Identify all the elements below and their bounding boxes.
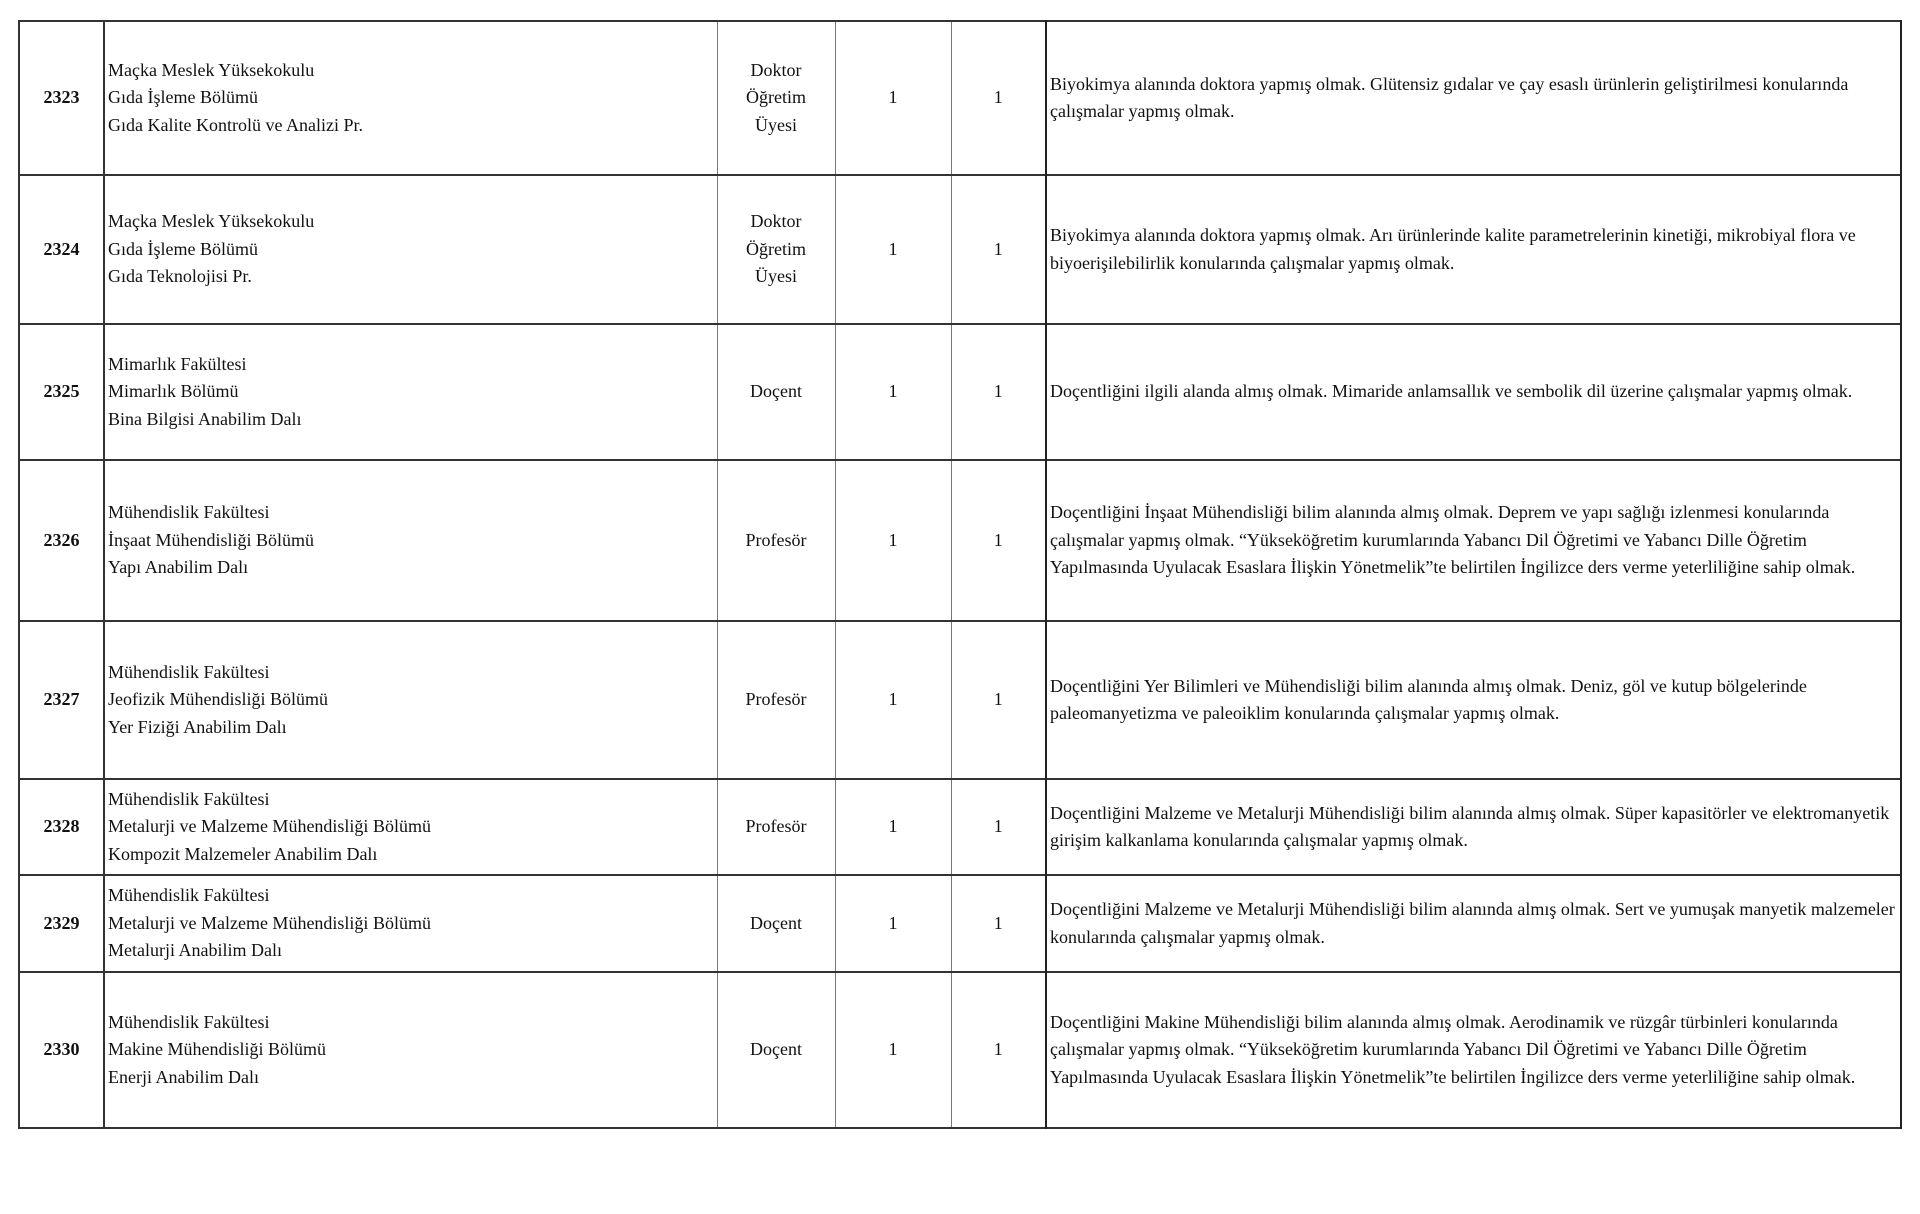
table-row bbox=[19, 460, 1901, 621]
unit-cell bbox=[104, 875, 717, 972]
table-row bbox=[19, 972, 1901, 1128]
count-cell bbox=[951, 175, 1046, 324]
description-text: Doçentliğini Yer Bilimleri ve Mühendisliği bilim alanında almış olmak. Deniz, göl ve kutup bölgelerinde paleomanyetizma ve paleoiklim konularında çalışmalar yapmış olmak. bbox=[1050, 675, 1807, 723]
count-cell bbox=[835, 324, 951, 460]
count-cell bbox=[835, 972, 951, 1128]
position-number-cell bbox=[19, 621, 104, 779]
unit-line: Yer Fiziği Anabilim Dalı bbox=[108, 716, 287, 737]
position-number: 2323 bbox=[43, 87, 80, 108]
unit-line: Yapı Anabilim Dalı bbox=[108, 557, 249, 578]
description-cell bbox=[1046, 621, 1901, 779]
title-line: Doktor bbox=[750, 211, 802, 232]
unit-line: Metalurji ve Malzeme Mühendisliği Bölümü bbox=[108, 816, 431, 837]
count-value: 1 bbox=[993, 816, 1003, 837]
description-cell bbox=[1046, 779, 1901, 875]
title-line: Profesör bbox=[745, 529, 807, 550]
unit-cell bbox=[104, 21, 717, 175]
count-cell bbox=[835, 621, 951, 779]
unit-line: Mühendislik Fakültesi bbox=[108, 788, 270, 809]
count-value: 1 bbox=[993, 529, 1003, 550]
description-text: Doçentliğini İnşaat Mühendisliği bilim alanında almış olmak. Deprem ve yapı sağlığı izlenmesi konularında çalışmalar yapmış olmak. “Yükseköğretim kurumlarında Yabancı Dil Öğretimi ve Yabancı Dille Öğretim Yapılmasında Uyulacak Esaslara İlişkin Yönetmelik”te belirtilen İngilizce ders verme yeterliliğine sahip olmak. bbox=[1050, 502, 1856, 578]
title-line: Doktor bbox=[750, 59, 802, 80]
count-cell bbox=[835, 21, 951, 175]
unit-cell bbox=[104, 972, 717, 1128]
position-number: 2326 bbox=[43, 529, 80, 550]
positions-table bbox=[18, 20, 1902, 1129]
unit-line: Mimarlık Bölümü bbox=[108, 381, 239, 402]
table-row bbox=[19, 779, 1901, 875]
unit-cell bbox=[104, 175, 717, 324]
count-value: 1 bbox=[888, 381, 898, 402]
table-row bbox=[19, 324, 1901, 460]
count-value: 1 bbox=[888, 1039, 898, 1060]
count-value: 1 bbox=[993, 238, 1003, 259]
description-text: Doçentliğini Malzeme ve Metalurji Mühendisliği bilim alanında almış olmak. Süper kapasitörler ve elektromanyetik girişim kalkanlama konularında çalışmalar yapmış olmak. bbox=[1050, 802, 1890, 850]
unit-line: Gıda Kalite Kontrolü ve Analizi Pr. bbox=[108, 114, 363, 135]
count-value: 1 bbox=[993, 381, 1003, 402]
count-cell bbox=[835, 779, 951, 875]
position-number-cell bbox=[19, 21, 104, 175]
position-number: 2328 bbox=[43, 816, 80, 837]
count-value: 1 bbox=[888, 529, 898, 550]
unit-line: Mühendislik Fakültesi bbox=[108, 502, 270, 523]
position-number-cell bbox=[19, 779, 104, 875]
title-cell bbox=[717, 324, 835, 460]
count-cell bbox=[835, 460, 951, 621]
count-cell bbox=[835, 875, 951, 972]
count-cell bbox=[951, 779, 1046, 875]
description-text: Doçentliğini ilgili alanda almış olmak. Mimaride anlamsallık ve sembolik dil üzerine çalışmalar yapmış olmak. bbox=[1050, 381, 1853, 402]
count-value: 1 bbox=[888, 689, 898, 710]
unit-line: Gıda İşleme Bölümü bbox=[108, 238, 258, 259]
title-line: Üyesi bbox=[755, 114, 797, 135]
unit-line: Maçka Meslek Yüksekokulu bbox=[108, 59, 315, 80]
title-cell bbox=[717, 175, 835, 324]
position-number-cell bbox=[19, 460, 104, 621]
count-cell bbox=[835, 175, 951, 324]
title-cell bbox=[717, 972, 835, 1128]
unit-line: Gıda Teknolojisi Pr. bbox=[108, 266, 252, 287]
title-line: Öğretim bbox=[746, 238, 806, 259]
title-line: Profesör bbox=[745, 689, 807, 710]
count-value: 1 bbox=[993, 912, 1003, 933]
position-number: 2324 bbox=[43, 238, 80, 259]
title-line: Doçent bbox=[750, 381, 802, 402]
unit-cell bbox=[104, 621, 717, 779]
description-text: Biyokimya alanında doktora yapmış olmak. Arı ürünlerinde kalite parametrelerinin kinetiği, mikrobiyal flora ve biyoerişilebilirlik konularında çalışmalar yapmış olmak. bbox=[1050, 225, 1856, 273]
description-cell bbox=[1046, 324, 1901, 460]
title-cell bbox=[717, 779, 835, 875]
table-row bbox=[19, 621, 1901, 779]
description-text: Doçentliğini Makine Mühendisliği bilim alanında almış olmak. Aerodinamik ve rüzgâr türbinleri konularında çalışmalar yapmış olmak. “Yükseköğretim kurumlarında Yabancı Dil Öğretimi ve Yabancı Dille Öğretim Yapılmasında Uyulacak Esaslara İlişkin Yönetmelik”te belirtilen İngilizce ders verme yeterliliğine sahip olmak. bbox=[1050, 1011, 1856, 1087]
table-row bbox=[19, 175, 1901, 324]
position-number-cell bbox=[19, 324, 104, 460]
unit-cell bbox=[104, 779, 717, 875]
position-number: 2330 bbox=[43, 1039, 80, 1060]
unit-line: Mühendislik Fakültesi bbox=[108, 1011, 270, 1032]
position-number: 2329 bbox=[43, 912, 80, 933]
title-line: Doçent bbox=[750, 912, 802, 933]
table-row bbox=[19, 21, 1901, 175]
unit-line: Gıda İşleme Bölümü bbox=[108, 87, 258, 108]
count-cell bbox=[951, 621, 1046, 779]
title-line: Profesör bbox=[745, 816, 807, 837]
description-cell bbox=[1046, 175, 1901, 324]
count-value: 1 bbox=[888, 87, 898, 108]
unit-line: İnşaat Mühendisliği Bölümü bbox=[108, 529, 314, 550]
unit-line: Jeofizik Mühendisliği Bölümü bbox=[108, 689, 328, 710]
unit-line: Metalurji ve Malzeme Mühendisliği Bölümü bbox=[108, 912, 431, 933]
unit-line: Metalurji Anabilim Dalı bbox=[108, 940, 282, 961]
count-value: 1 bbox=[888, 816, 898, 837]
count-cell bbox=[951, 875, 1046, 972]
position-number-cell bbox=[19, 972, 104, 1128]
unit-line: Maçka Meslek Yüksekokulu bbox=[108, 211, 315, 232]
unit-line: Enerji Anabilim Dalı bbox=[108, 1066, 259, 1087]
title-cell bbox=[717, 875, 835, 972]
unit-line: Bina Bilgisi Anabilim Dalı bbox=[108, 408, 302, 429]
description-cell bbox=[1046, 21, 1901, 175]
position-number-cell bbox=[19, 175, 104, 324]
description-cell bbox=[1046, 460, 1901, 621]
unit-line: Kompozit Malzemeler Anabilim Dalı bbox=[108, 843, 378, 864]
count-value: 1 bbox=[888, 912, 898, 933]
count-value: 1 bbox=[993, 1039, 1003, 1060]
title-line: Doçent bbox=[750, 1039, 802, 1060]
count-cell bbox=[951, 324, 1046, 460]
title-cell bbox=[717, 621, 835, 779]
count-value: 1 bbox=[993, 689, 1003, 710]
position-number: 2325 bbox=[43, 381, 80, 402]
title-line: Üyesi bbox=[755, 266, 797, 287]
unit-line: Mühendislik Fakültesi bbox=[108, 885, 270, 906]
count-value: 1 bbox=[993, 87, 1003, 108]
title-line: Öğretim bbox=[746, 87, 806, 108]
description-cell bbox=[1046, 972, 1901, 1128]
unit-cell bbox=[104, 324, 717, 460]
description-cell bbox=[1046, 875, 1901, 972]
description-text: Doçentliğini Malzeme ve Metalurji Mühendisliği bilim alanında almış olmak. Sert ve yumuşak manyetik malzemeler konularında çalışmalar yapmış olmak. bbox=[1050, 899, 1895, 947]
description-text: Biyokimya alanında doktora yapmış olmak. Glütensiz gıdalar ve çay esaslı ürünlerin geliştirilmesi konularında çalışmalar yapmış olmak. bbox=[1050, 73, 1849, 121]
unit-line: Makine Mühendisliği Bölümü bbox=[108, 1039, 326, 1060]
count-cell bbox=[951, 972, 1046, 1128]
title-cell bbox=[717, 21, 835, 175]
count-value: 1 bbox=[888, 238, 898, 259]
count-cell bbox=[951, 21, 1046, 175]
unit-line: Mimarlık Fakültesi bbox=[108, 353, 247, 374]
title-cell bbox=[717, 460, 835, 621]
position-number-cell bbox=[19, 875, 104, 972]
position-number: 2327 bbox=[43, 689, 80, 710]
table-row bbox=[19, 875, 1901, 972]
unit-cell bbox=[104, 460, 717, 621]
unit-line: Mühendislik Fakültesi bbox=[108, 661, 270, 682]
count-cell bbox=[951, 460, 1046, 621]
